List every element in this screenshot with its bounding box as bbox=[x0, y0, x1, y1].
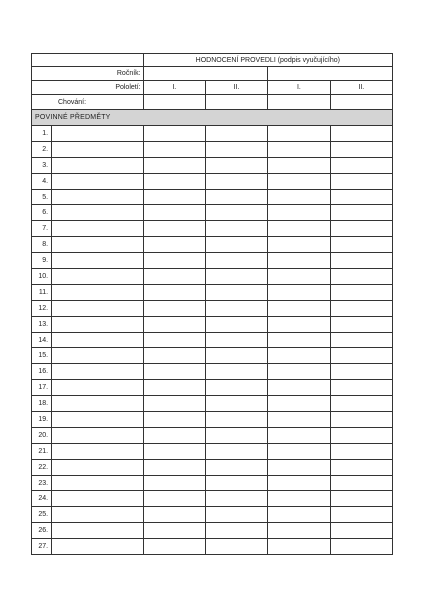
grade-cell-1[interactable] bbox=[143, 380, 205, 396]
row-number: 16. bbox=[32, 364, 52, 380]
subject-row bbox=[32, 443, 393, 459]
grade-cell-3[interactable] bbox=[268, 412, 330, 428]
row-number: 5. bbox=[32, 189, 52, 205]
grade-cell-2[interactable] bbox=[205, 364, 267, 380]
grade-cell-1[interactable] bbox=[143, 427, 205, 443]
grade-cell-3[interactable] bbox=[268, 380, 330, 396]
subject-row bbox=[32, 284, 393, 300]
row-number: 24. bbox=[32, 491, 52, 507]
grade-cell-3[interactable] bbox=[268, 332, 330, 348]
grade-sheet bbox=[31, 53, 393, 555]
grade-cell-4[interactable] bbox=[330, 253, 392, 269]
grade-cell-2[interactable] bbox=[205, 491, 267, 507]
row-number: 10. bbox=[32, 269, 52, 285]
section-row bbox=[32, 110, 393, 126]
grade-cell-4[interactable] bbox=[330, 396, 392, 412]
grade-cell-3[interactable] bbox=[268, 459, 330, 475]
grade-cell-1[interactable] bbox=[143, 126, 205, 142]
subject-name-field[interactable] bbox=[52, 364, 144, 380]
row-number: 2. bbox=[32, 141, 52, 157]
grade-cell-3[interactable] bbox=[268, 126, 330, 142]
grade-cell-3[interactable] bbox=[268, 157, 330, 173]
subject-name-field[interactable] bbox=[52, 173, 144, 189]
grade-cell-3[interactable] bbox=[268, 396, 330, 412]
subject-row bbox=[32, 237, 393, 253]
row-number: 7. bbox=[32, 221, 52, 237]
subject-row bbox=[32, 475, 393, 491]
grade-cell-1[interactable] bbox=[143, 539, 205, 555]
subject-name-field[interactable] bbox=[52, 491, 144, 507]
grade-cell-3[interactable] bbox=[268, 141, 330, 157]
row-number: 1. bbox=[32, 126, 52, 142]
grade-table bbox=[31, 53, 393, 555]
grade-cell-2[interactable] bbox=[205, 284, 267, 300]
subject-name-field[interactable] bbox=[52, 475, 144, 491]
row-number: 11. bbox=[32, 284, 52, 300]
grade-cell-2[interactable] bbox=[205, 539, 267, 555]
grade-cell-1[interactable] bbox=[143, 284, 205, 300]
grade-cell-1[interactable] bbox=[143, 491, 205, 507]
grade-cell-2[interactable] bbox=[205, 316, 267, 332]
grade-cell-4[interactable] bbox=[330, 364, 392, 380]
grade-cell-4[interactable] bbox=[330, 205, 392, 221]
subject-name-field[interactable] bbox=[52, 237, 144, 253]
grade-cell-3[interactable] bbox=[268, 269, 330, 285]
grade-cell-3[interactable] bbox=[268, 507, 330, 523]
subject-name-field[interactable] bbox=[52, 157, 144, 173]
row-number: 6. bbox=[32, 205, 52, 221]
grade-cell-3[interactable] bbox=[268, 284, 330, 300]
row-number: 25. bbox=[32, 507, 52, 523]
chovani-row bbox=[32, 95, 393, 110]
grade-cell-2[interactable] bbox=[205, 237, 267, 253]
subject-name-field[interactable] bbox=[52, 507, 144, 523]
grade-cell-2[interactable] bbox=[205, 205, 267, 221]
grade-cell-2[interactable] bbox=[205, 126, 267, 142]
grade-cell-2[interactable] bbox=[205, 300, 267, 316]
subject-name-field[interactable] bbox=[52, 443, 144, 459]
grade-cell-1[interactable] bbox=[143, 396, 205, 412]
grade-cell-2[interactable] bbox=[205, 507, 267, 523]
grade-cell-2[interactable] bbox=[205, 189, 267, 205]
subject-name-field[interactable] bbox=[52, 189, 144, 205]
grade-cell-1[interactable] bbox=[143, 507, 205, 523]
grade-cell-4[interactable] bbox=[330, 189, 392, 205]
subject-row bbox=[32, 157, 393, 173]
subject-row bbox=[32, 380, 393, 396]
subject-name-field[interactable] bbox=[52, 300, 144, 316]
grade-cell-3[interactable] bbox=[268, 300, 330, 316]
grade-cell-4[interactable] bbox=[330, 348, 392, 364]
grade-cell-4[interactable] bbox=[330, 316, 392, 332]
evaluation-title: HODNOCENÍ PROVEDLI (podpis vyučujícího) bbox=[143, 54, 392, 67]
grade-cell-2[interactable] bbox=[205, 523, 267, 539]
grade-cell-1[interactable] bbox=[143, 173, 205, 189]
subject-name-field[interactable] bbox=[52, 412, 144, 428]
grade-cell-1[interactable] bbox=[143, 443, 205, 459]
grade-cell-3[interactable] bbox=[268, 364, 330, 380]
section-heading: POVINNÉ PŘEDMĚTY bbox=[32, 110, 393, 126]
grade-cell-1[interactable] bbox=[143, 300, 205, 316]
grade-cell-1[interactable] bbox=[143, 459, 205, 475]
row-number: 18. bbox=[32, 396, 52, 412]
subject-name-field[interactable] bbox=[52, 316, 144, 332]
grade-cell-3[interactable] bbox=[268, 475, 330, 491]
subject-name-field[interactable] bbox=[52, 205, 144, 221]
grade-cell-2[interactable] bbox=[205, 380, 267, 396]
pololeti-col-2: II. bbox=[205, 81, 267, 95]
grade-cell-4[interactable] bbox=[330, 523, 392, 539]
grade-cell-3[interactable] bbox=[268, 253, 330, 269]
grade-cell-3[interactable] bbox=[268, 348, 330, 364]
row-number: 3. bbox=[32, 157, 52, 173]
grade-cell-3[interactable] bbox=[268, 523, 330, 539]
grade-cell-3[interactable] bbox=[268, 427, 330, 443]
subject-row bbox=[32, 396, 393, 412]
pololeti-col-4: II. bbox=[330, 81, 392, 95]
grade-cell-4[interactable] bbox=[330, 443, 392, 459]
subject-row bbox=[32, 332, 393, 348]
row-number: 26. bbox=[32, 523, 52, 539]
subject-row bbox=[32, 507, 393, 523]
grade-cell-4[interactable] bbox=[330, 380, 392, 396]
grade-cell-4[interactable] bbox=[330, 269, 392, 285]
grade-cell-4[interactable] bbox=[330, 126, 392, 142]
grade-cell-3[interactable] bbox=[268, 491, 330, 507]
subject-name-field[interactable] bbox=[52, 539, 144, 555]
grade-cell-4[interactable] bbox=[330, 491, 392, 507]
grade-cell-3[interactable] bbox=[268, 173, 330, 189]
subject-row bbox=[32, 412, 393, 428]
subject-row bbox=[32, 491, 393, 507]
pololeti-col-3: I. bbox=[268, 81, 330, 95]
subject-row bbox=[32, 523, 393, 539]
grade-cell-2[interactable] bbox=[205, 221, 267, 237]
rocnik-field-1[interactable] bbox=[143, 67, 268, 81]
subject-name-field[interactable] bbox=[52, 284, 144, 300]
subject-row bbox=[32, 539, 393, 555]
grade-cell-2[interactable] bbox=[205, 157, 267, 173]
subject-name-field[interactable] bbox=[52, 396, 144, 412]
row-number: 17. bbox=[32, 380, 52, 396]
subject-row bbox=[32, 221, 393, 237]
grade-cell-4[interactable] bbox=[330, 300, 392, 316]
pololeti-label: Pololetí: bbox=[32, 81, 144, 95]
chovani-field-4[interactable] bbox=[330, 95, 392, 110]
rocnik-label: Ročník: bbox=[32, 67, 144, 81]
chovani-label: Chování: bbox=[32, 95, 144, 110]
row-number: 8. bbox=[32, 237, 52, 253]
grade-cell-1[interactable] bbox=[143, 412, 205, 428]
row-number: 19. bbox=[32, 412, 52, 428]
grade-cell-2[interactable] bbox=[205, 427, 267, 443]
chovani-field-3[interactable] bbox=[268, 95, 330, 110]
grade-cell-1[interactable] bbox=[143, 348, 205, 364]
subject-name-field[interactable] bbox=[52, 253, 144, 269]
grade-cell-4[interactable] bbox=[330, 332, 392, 348]
grade-cell-3[interactable] bbox=[268, 539, 330, 555]
grade-cell-1[interactable] bbox=[143, 157, 205, 173]
grade-cell-4[interactable] bbox=[330, 539, 392, 555]
row-number: 4. bbox=[32, 173, 52, 189]
grade-cell-1[interactable] bbox=[143, 475, 205, 491]
grade-cell-2[interactable] bbox=[205, 443, 267, 459]
grade-cell-2[interactable] bbox=[205, 253, 267, 269]
subject-name-field[interactable] bbox=[52, 380, 144, 396]
grade-cell-2[interactable] bbox=[205, 141, 267, 157]
subject-row bbox=[32, 300, 393, 316]
grade-cell-1[interactable] bbox=[143, 141, 205, 157]
row-number: 13. bbox=[32, 316, 52, 332]
row-number: 27. bbox=[32, 539, 52, 555]
grade-cell-4[interactable] bbox=[330, 221, 392, 237]
grade-cell-4[interactable] bbox=[330, 284, 392, 300]
row-number: 20. bbox=[32, 427, 52, 443]
subject-name-field[interactable] bbox=[52, 332, 144, 348]
subject-row bbox=[32, 364, 393, 380]
grade-cell-4[interactable] bbox=[330, 507, 392, 523]
subject-name-field[interactable] bbox=[52, 427, 144, 443]
grade-cell-2[interactable] bbox=[205, 459, 267, 475]
grade-cell-3[interactable] bbox=[268, 237, 330, 253]
header-title-row bbox=[32, 54, 393, 67]
subject-row bbox=[32, 253, 393, 269]
grade-cell-4[interactable] bbox=[330, 459, 392, 475]
subject-name-field[interactable] bbox=[52, 269, 144, 285]
grade-cell-3[interactable] bbox=[268, 205, 330, 221]
chovani-field-1[interactable] bbox=[143, 95, 205, 110]
subject-name-field[interactable] bbox=[52, 141, 144, 157]
subject-row bbox=[32, 316, 393, 332]
grade-cell-4[interactable] bbox=[330, 173, 392, 189]
grade-cell-2[interactable] bbox=[205, 269, 267, 285]
subject-name-field[interactable] bbox=[52, 459, 144, 475]
grade-cell-3[interactable] bbox=[268, 316, 330, 332]
grade-cell-1[interactable] bbox=[143, 221, 205, 237]
grade-cell-4[interactable] bbox=[330, 475, 392, 491]
grade-cell-1[interactable] bbox=[143, 364, 205, 380]
subject-row bbox=[32, 205, 393, 221]
grade-cell-2[interactable] bbox=[205, 332, 267, 348]
grade-cell-3[interactable] bbox=[268, 189, 330, 205]
row-number: 14. bbox=[32, 332, 52, 348]
grade-cell-2[interactable] bbox=[205, 348, 267, 364]
grade-cell-1[interactable] bbox=[143, 237, 205, 253]
chovani-field-2[interactable] bbox=[205, 95, 267, 110]
grade-cell-1[interactable] bbox=[143, 316, 205, 332]
pololeti-row bbox=[32, 81, 393, 95]
subject-name-field[interactable] bbox=[52, 126, 144, 142]
grade-cell-2[interactable] bbox=[205, 475, 267, 491]
row-number: 23. bbox=[32, 475, 52, 491]
grade-cell-1[interactable] bbox=[143, 189, 205, 205]
grade-cell-3[interactable] bbox=[268, 443, 330, 459]
subject-row bbox=[32, 126, 393, 142]
subject-name-field[interactable] bbox=[52, 348, 144, 364]
grade-cell-1[interactable] bbox=[143, 205, 205, 221]
subject-row bbox=[32, 173, 393, 189]
pololeti-col-1: I. bbox=[143, 81, 205, 95]
grade-cell-4[interactable] bbox=[330, 141, 392, 157]
subject-row bbox=[32, 189, 393, 205]
subject-name-field[interactable] bbox=[52, 523, 144, 539]
subject-row bbox=[32, 348, 393, 364]
grade-cell-4[interactable] bbox=[330, 412, 392, 428]
subject-row bbox=[32, 269, 393, 285]
rocnik-row bbox=[32, 67, 393, 81]
row-number: 9. bbox=[32, 253, 52, 269]
grade-cell-4[interactable] bbox=[330, 157, 392, 173]
row-number: 12. bbox=[32, 300, 52, 316]
grade-cell-2[interactable] bbox=[205, 396, 267, 412]
grade-cell-4[interactable] bbox=[330, 427, 392, 443]
grade-cell-1[interactable] bbox=[143, 523, 205, 539]
grade-cell-1[interactable] bbox=[143, 332, 205, 348]
grade-cell-2[interactable] bbox=[205, 173, 267, 189]
grade-cell-1[interactable] bbox=[143, 253, 205, 269]
grade-cell-3[interactable] bbox=[268, 221, 330, 237]
row-number: 22. bbox=[32, 459, 52, 475]
grade-cell-2[interactable] bbox=[205, 412, 267, 428]
subject-row bbox=[32, 427, 393, 443]
subject-name-field[interactable] bbox=[52, 221, 144, 237]
blank-cell bbox=[32, 54, 144, 67]
grade-cell-1[interactable] bbox=[143, 269, 205, 285]
row-number: 21. bbox=[32, 443, 52, 459]
grade-cell-4[interactable] bbox=[330, 237, 392, 253]
subject-row bbox=[32, 141, 393, 157]
row-number: 15. bbox=[32, 348, 52, 364]
rocnik-field-2[interactable] bbox=[268, 67, 393, 81]
subject-row bbox=[32, 459, 393, 475]
